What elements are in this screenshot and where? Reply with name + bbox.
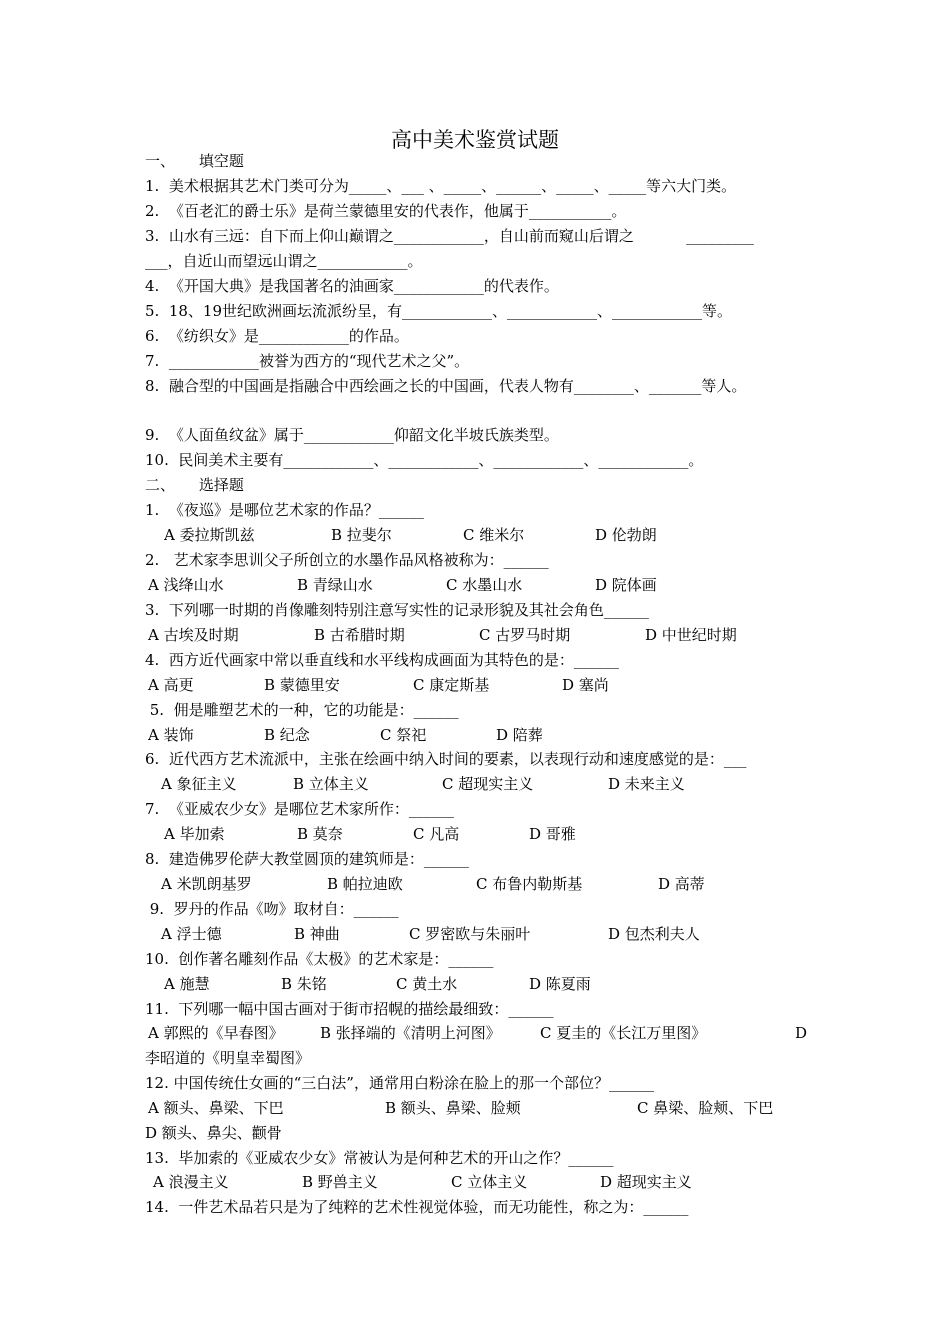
fill-question-8: 8. 融合型的中国画是指融合中西绘画之长的中国画，代表人物有________、_______等人。 xyxy=(145,377,747,395)
fill-question-7: 7. ____________被誉为西方的“现代艺术之父”。 xyxy=(145,352,470,370)
choice-question-14: 14. 一件艺术品若只是为了纯粹的艺术性视觉体验，而无功能性，称之为：______ xyxy=(145,1198,689,1216)
choice-4-option-d: D 塞尚 xyxy=(562,676,609,694)
choice-3-option-c: C 古罗马时期 xyxy=(479,626,571,644)
section-choice-heading: 二、 选择题 xyxy=(145,476,244,494)
fill-question-4: 4. 《开国大典》是我国著名的油画家____________的代表作。 xyxy=(145,277,559,295)
choice-7-option-a: A 毕加索 xyxy=(164,825,225,843)
choice-7-option-c: C 凡高 xyxy=(413,825,460,843)
choice-2-option-c: C 水墨山水 xyxy=(446,576,523,594)
page-title: 高中美术鉴赏试题 xyxy=(391,128,559,152)
choice-9-option-a: A 浮士德 xyxy=(161,925,222,943)
choice-9-option-d: D 包杰利夫人 xyxy=(608,925,700,943)
choice-question-3: 3. 下列哪一时期的肖像雕刻特别注意写实性的记录形貌及其社会角色______ xyxy=(145,601,649,619)
choice-question-6: 6. 近代西方艺术流派中，主张在绘画中纳入时间的要素，以表现行动和速度感觉的是：___ xyxy=(145,750,747,768)
choice-10-option-d: D 陈夏雨 xyxy=(529,975,591,993)
choice-question-8: 8. 建造佛罗伦萨大教堂圆顶的建筑师是：______ xyxy=(145,850,469,868)
choice-13-option-d: D 超现实主义 xyxy=(600,1173,692,1191)
choice-9-option-b: B 神曲 xyxy=(294,925,340,943)
choice-2-option-d: D 院体画 xyxy=(595,576,657,594)
choice-question-7: 7. 《亚威农少女》是哪位艺术家所作：______ xyxy=(145,800,454,818)
choice-11-option-b: B 张择端的《清明上河图》 xyxy=(320,1024,501,1042)
choice-12-option-b: B 额头、鼻梁、脸颊 xyxy=(385,1099,521,1117)
choice-11-option-c: C 夏圭的《长江万里图》 xyxy=(540,1024,707,1042)
choice-12-option-a: A 额头、鼻梁、下巴 xyxy=(148,1099,284,1117)
choice-1-option-b: B 拉斐尔 xyxy=(331,526,392,544)
choice-11-option-d: D xyxy=(795,1024,808,1042)
choice-5-option-c: C 祭祀 xyxy=(380,726,427,744)
choice-4-option-b: B 蒙德里安 xyxy=(264,676,340,694)
choice-2-option-a: A 浅绛山水 xyxy=(148,576,224,594)
choice-8-option-c: C 布鲁内勒斯基 xyxy=(476,875,583,893)
choice-7-option-b: B 莫奈 xyxy=(297,825,343,843)
fill-question-6: 6. 《纺织女》是____________的作品。 xyxy=(145,327,409,345)
choice-12-option-c: C 鼻梁、脸颊、下巴 xyxy=(637,1099,774,1117)
choice-2-option-b: B 青绿山水 xyxy=(297,576,373,594)
choice-4-option-c: C 康定斯基 xyxy=(413,676,490,694)
choice-10-option-b: B 朱铭 xyxy=(281,975,327,993)
choice-1-option-c: C 维米尔 xyxy=(463,526,525,544)
fill-question-5: 5. 18、19世纪欧洲画坛流派纷呈，有____________、____________、____________等。 xyxy=(145,302,733,320)
choice-10-option-c: C 黄土水 xyxy=(396,975,458,993)
choice-3-option-a: A 古埃及时期 xyxy=(148,626,239,644)
choice-question-4: 4. 西方近代画家中常以垂直线和水平线构成画面为其特色的是：______ xyxy=(145,651,619,669)
fill-question-2: 2. 《百老汇的爵士乐》是荷兰蒙德里安的代表作，他属于___________。 xyxy=(145,202,627,220)
choice-1-option-d: D 伦勃朗 xyxy=(595,526,657,544)
choice-question-2: 2. 艺术家李思训父子所创立的水墨作品风格被称为：______ xyxy=(145,551,549,569)
choice-8-option-a: A 米凯朗基罗 xyxy=(161,875,252,893)
choice-question-12: 12. 中国传统仕女画的“三白法”，通常用白粉涂在脸上的那一个部位？______ xyxy=(145,1074,654,1092)
choice-6-option-a: A 象征主义 xyxy=(161,775,237,793)
choice-8-option-d: D 高蒂 xyxy=(658,875,705,893)
choice-5-option-d: D 陪葬 xyxy=(496,726,543,744)
choice-10-option-a: A 施慧 xyxy=(164,975,210,993)
fill-question-3-cont: ___，自近山而望远山谓之____________。 xyxy=(145,252,423,270)
choice-13-option-a: A 浪漫主义 xyxy=(153,1173,229,1191)
choice-11-option-d-text: 李昭道的《明皇幸蜀图》 xyxy=(145,1049,311,1067)
choice-13-option-b: B 野兽主义 xyxy=(302,1173,378,1191)
choice-6-option-b: B 立体主义 xyxy=(293,775,369,793)
fill-question-1: 1. 美术根据其艺术门类可分为_____、___ 、_____、______、_____、_____等六大门类。 xyxy=(145,177,737,195)
choice-question-9: 9. 罗丹的作品《吻》取材自：______ xyxy=(145,900,399,918)
choice-question-10: 10. 创作著名雕刻作品《太极》的艺术家是：______ xyxy=(145,950,494,968)
choice-question-11: 11. 下列哪一幅中国古画对于街市招幌的描绘最细致：______ xyxy=(145,1000,554,1018)
choice-9-option-c: C 罗密欧与朱丽叶 xyxy=(409,925,531,943)
choice-4-option-a: A 高更 xyxy=(148,676,194,694)
choice-3-option-b: B 古希腊时期 xyxy=(314,626,405,644)
fill-question-9: 9. 《人面鱼纹盆》属于____________仰韶文化半坡氏族类型。 xyxy=(145,426,559,444)
choice-1-option-a: A 委拉斯凯兹 xyxy=(164,526,255,544)
choice-question-1: 1. 《夜巡》是哪位艺术家的作品？______ xyxy=(145,501,424,519)
choice-6-option-d: D 未来主义 xyxy=(608,775,685,793)
choice-12-option-d: D 额头、鼻尖、颧骨 xyxy=(145,1124,282,1142)
fill-question-3: 3. 山水有三远：自下而上仰山巅谓之____________，自山前而窥山后谓之 _________ xyxy=(145,227,754,245)
choice-6-option-c: C 超现实主义 xyxy=(442,775,534,793)
choice-8-option-b: B 帕拉迪欧 xyxy=(327,875,403,893)
choice-3-option-d: D 中世纪时期 xyxy=(645,626,737,644)
fill-question-10: 10. 民间美术主要有____________、____________、____________、____________。 xyxy=(145,451,704,469)
choice-5-option-a: A 装饰 xyxy=(148,726,194,744)
choice-question-5: 5. 佣是雕塑艺术的一种，它的功能是：______ xyxy=(145,701,459,719)
choice-11-option-a: A 郭熙的《早春图》 xyxy=(148,1024,284,1042)
section-fill-in-heading: 一、 填空题 xyxy=(145,152,244,170)
choice-question-13: 13. 毕加索的《亚威农少女》常被认为是何种艺术的开山之作？______ xyxy=(145,1149,614,1167)
choice-5-option-b: B 纪念 xyxy=(264,726,310,744)
choice-7-option-d: D 哥雅 xyxy=(529,825,576,843)
choice-13-option-c: C 立体主义 xyxy=(451,1173,528,1191)
